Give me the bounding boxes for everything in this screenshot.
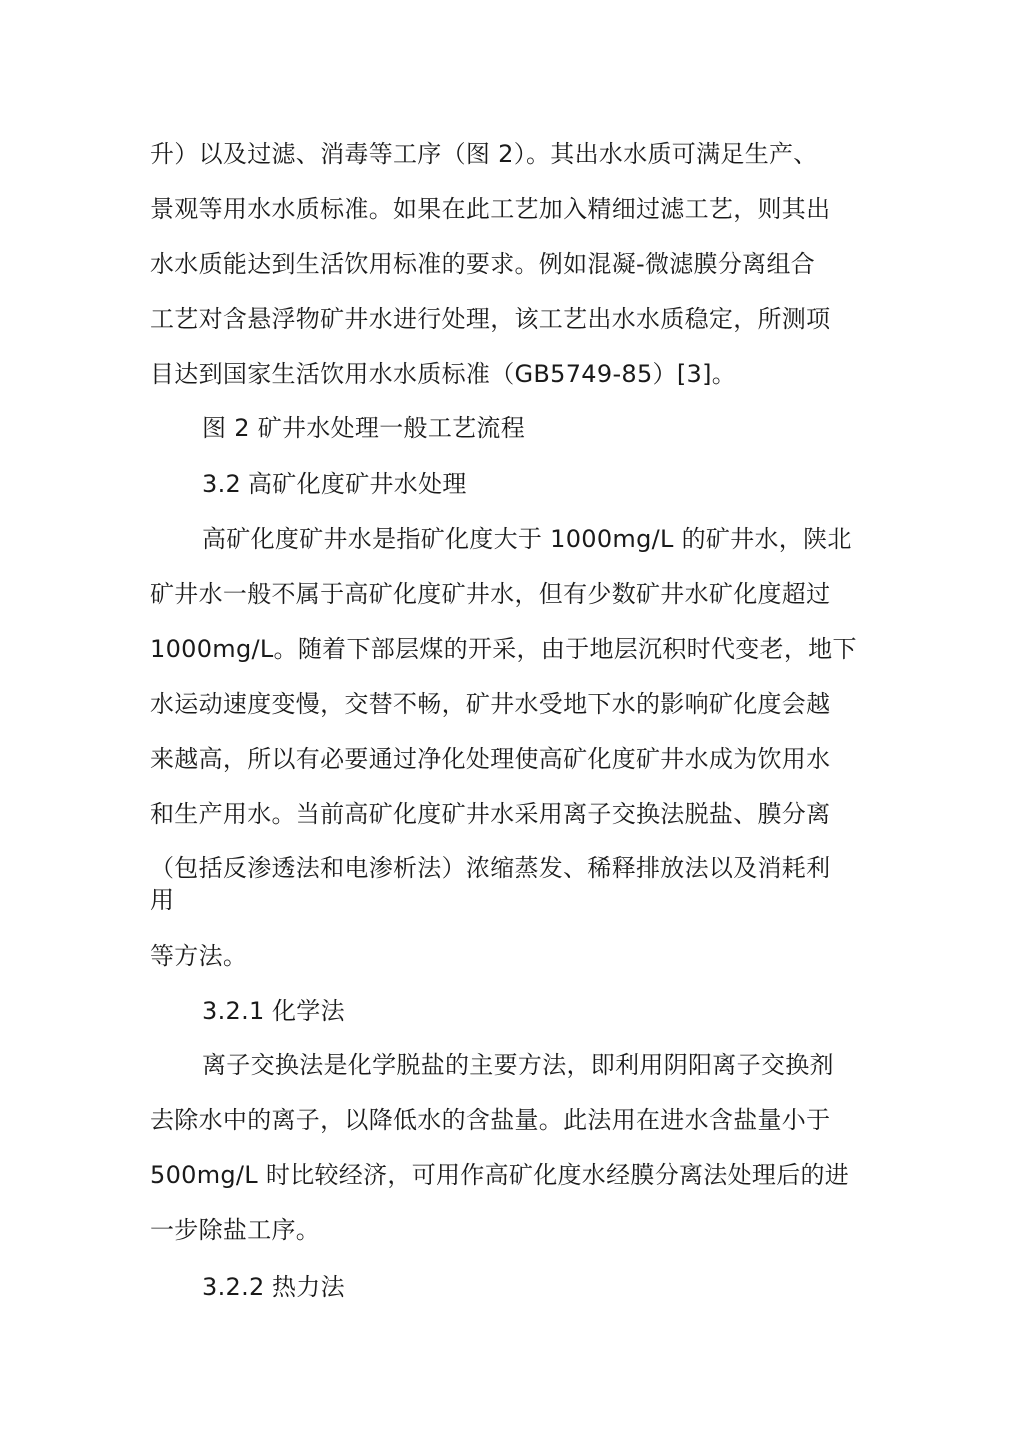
heading-title: 热力法 (272, 1273, 345, 1301)
paragraph-line: 水运动速度变慢，交替不畅，矿井水受地下水的影响矿化度会越 (150, 690, 831, 718)
figure-caption: 图 2 矿井水处理一般工艺流程 (202, 414, 526, 442)
paragraph-line: 用 (150, 886, 175, 914)
paragraph-line: 等方法。 (150, 942, 248, 970)
section-heading-3-2-1 (202, 996, 345, 1026)
paragraph-line: 目达到国家生活饮用水水质标准（GB5749-85）[3]。 (150, 360, 737, 388)
paragraph-line: 景观等用水水质标准。如果在此工艺加入精细过滤工艺，则其出 (150, 195, 831, 223)
paragraph-line: 升）以及过滤、消毒等工序（图 2）。其出水水质可满足生产、 (150, 140, 818, 168)
heading-title: 高矿化度矿井水处理 (248, 470, 467, 498)
section-heading-3-2 (202, 469, 467, 499)
paragraph-line: 离子交换法是化学脱盐的主要方法，即利用阴阳离子交换剂 (202, 1051, 834, 1079)
paragraph-line: 和生产用水。当前高矿化度矿井水采用离子交换法脱盐、膜分离 (150, 800, 831, 828)
paragraph-line: 来越高，所以有必要通过净化处理使高矿化度矿井水成为饮用水 (150, 745, 831, 773)
paragraph-line: （包括反渗透法和电渗析法）浓缩蒸发、稀释排放法以及消耗利 (150, 854, 831, 882)
paragraph-line: 去除水中的离子，以降低水的含盐量。此法用在进水含盐量小于 (150, 1106, 831, 1134)
paragraph-line: 水水质能达到生活饮用标准的要求。例如混凝-微滤膜分离组合 (150, 250, 816, 278)
paragraph-line: 工艺对含悬浮物矿井水进行处理，该工艺出水水质稳定，所测项 (150, 305, 831, 333)
heading-number: 3.2.1 (202, 997, 265, 1025)
heading-number: 3.2.2 (202, 1273, 265, 1301)
paragraph-line: 500mg/L 时比较经济，可用作高矿化度水经膜分离法处理后的进 (150, 1161, 850, 1189)
paragraph-line: 1000mg/L。随着下部层煤的开采，由于地层沉积时代变老，地下 (150, 635, 857, 663)
paragraph-line: 矿井水一般不属于高矿化度矿井水，但有少数矿井水矿化度超过 (150, 580, 831, 608)
heading-title: 化学法 (272, 997, 345, 1025)
paragraph-line: 一步除盐工序。 (150, 1216, 321, 1244)
section-heading-3-2-2 (202, 1272, 345, 1302)
heading-number: 3.2 (202, 470, 242, 498)
paragraph-line: 高矿化度矿井水是指矿化度大于 1000mg/L 的矿井水，陕北 (202, 525, 852, 553)
